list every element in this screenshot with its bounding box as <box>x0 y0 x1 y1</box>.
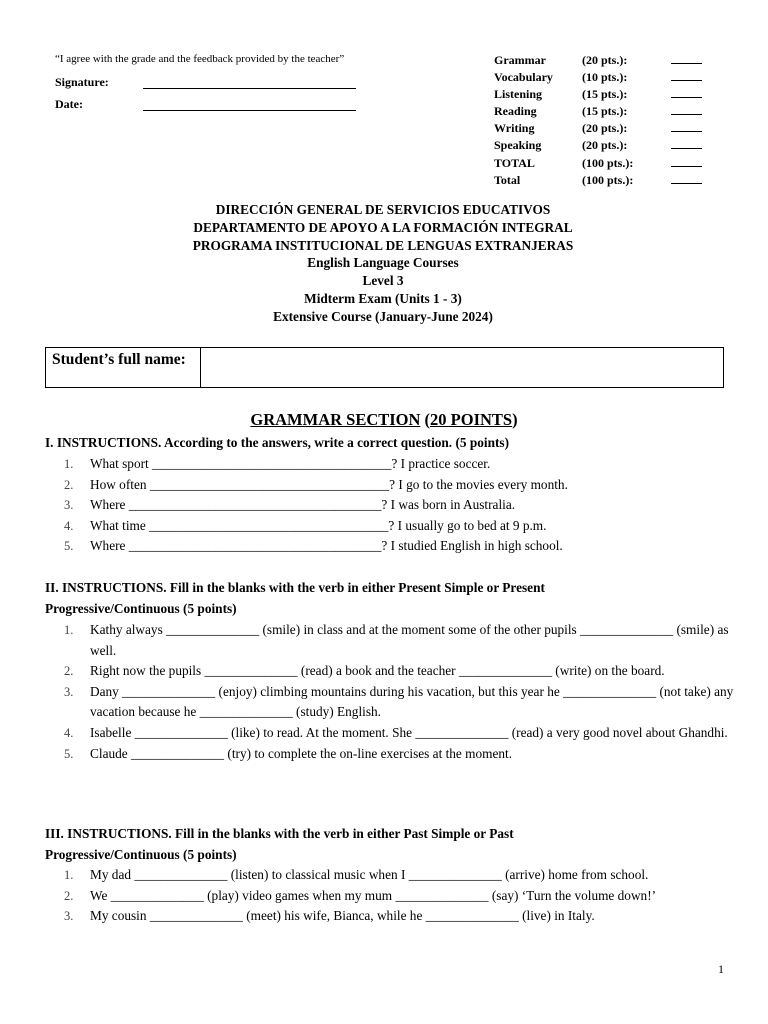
score-blank <box>671 148 702 149</box>
item-number: 1. <box>64 623 74 637</box>
score-blank <box>671 131 702 132</box>
score-blank <box>671 183 702 184</box>
header-line: DEPARTAMENTO DE APOYO A LA FORMACIÓN INTEGRAL <box>193 219 573 235</box>
date-line <box>143 110 356 111</box>
score-points: (15 pts.): <box>582 87 628 102</box>
list-item <box>45 495 735 516</box>
part2-instruction: II. INSTRUCTIONS. Fill in the blanks with the verb in either Present Simple or Present Progressive/Continuous (5 points) <box>45 580 545 616</box>
list-item <box>45 865 735 886</box>
list-item <box>45 475 735 496</box>
part3-list <box>45 865 735 927</box>
item-number: 2. <box>64 664 74 679</box>
list-item <box>45 723 735 744</box>
item-text: Dany ______________ (enjoy) climbing mountains during his vacation, but this year he ______________ (not take) any vacation because he ______________ (study) English. <box>90 683 734 720</box>
part1-list <box>45 454 735 557</box>
list-item <box>45 906 735 927</box>
student-name-field[interactable] <box>201 348 723 387</box>
signature-line <box>143 88 356 89</box>
score-name: Total <box>494 172 521 187</box>
list-item <box>45 744 735 765</box>
item-text: Kathy always ______________ (smile) in class and at the moment some of the other pupils ______________ (smile) as well. <box>90 622 729 658</box>
list-item <box>45 661 735 682</box>
header-line: Midterm Exam (Units 1 - 3) <box>304 290 462 306</box>
part1-instruction: I. INSTRUCTIONS. According to the answers, write a correct question. (5 points) <box>45 435 510 450</box>
header-line: English Language Courses <box>307 255 459 271</box>
student-name-box <box>45 347 724 388</box>
section-title-points: 20 POINTS <box>430 410 513 429</box>
item-number: 3. <box>64 909 74 924</box>
item-number: 1. <box>64 457 74 471</box>
item-number: 5. <box>64 746 74 761</box>
score-name: Grammar <box>494 53 546 67</box>
item-text: What sport ____________________________________? I practice soccer. <box>90 456 491 471</box>
score-points: (20 pts.): <box>582 121 628 136</box>
section-title-text: GRAMMAR SECTION <box>250 410 421 429</box>
item-number: 2. <box>64 888 74 903</box>
header-line: DIRECCIÓN GENERAL DE SERVICIOS EDUCATIVOS <box>215 202 551 217</box>
score-name: Writing <box>494 121 535 136</box>
item-text: Claude ______________ (try) to complete the on-line exercises at the moment. <box>90 745 513 761</box>
score-name: Listening <box>494 87 543 102</box>
item-text: What time ____________________________________? I usually go to bed at 9 p.m. <box>90 517 547 533</box>
item-text: Right now the pupils ______________ (read) a book and the teacher ______________ (write) on the board. <box>90 663 665 679</box>
score-name: Speaking <box>494 138 542 153</box>
list-item <box>45 454 735 475</box>
item-text: Where ______________________________________? I studied English in high school. <box>90 538 563 554</box>
grammar-section-title: GRAMMAR SECTION (20 POINTS) <box>250 410 518 429</box>
item-text: My cousin ______________ (meet) his wife, Bianca, while he ______________ (live) in Italy. <box>90 908 595 924</box>
part3-instruction: III. INSTRUCTIONS. Fill in the blanks with the verb in either Past Simple or Past Progressive/Continuous (5 points) <box>45 826 514 862</box>
score-blank <box>671 97 702 98</box>
page-number: 1 <box>718 962 724 976</box>
item-text: My dad ______________ (listen) to classical music when I ______________ (arrive) home from school. <box>90 867 649 882</box>
score-points: (10 pts.): <box>582 70 628 85</box>
list-item <box>45 536 735 557</box>
item-number: 4. <box>64 518 74 533</box>
date-label: Date: <box>55 97 83 111</box>
score-name: Reading <box>494 104 537 119</box>
item-text: We ______________ (play) video games when my mum ______________ (say) ‘Turn the volume down!’ <box>90 887 657 903</box>
agreement-quote: “I agree with the grade and the feedback provided by the teacher” <box>55 53 345 65</box>
item-number: 5. <box>64 539 74 554</box>
item-number: 4. <box>64 725 74 740</box>
item-text: How often ____________________________________? I go to the movies every month. <box>90 476 568 492</box>
item-number: 2. <box>64 477 74 492</box>
student-name-label: Student’s full name: <box>46 348 201 387</box>
score-name: Vocabulary <box>494 70 553 85</box>
list-item <box>45 620 735 661</box>
score-points: (15 pts.): <box>582 104 628 119</box>
score-blank <box>671 80 702 81</box>
score-points: (100 pts.): <box>582 155 634 170</box>
score-points: (20 pts.): <box>582 53 628 67</box>
signature-label: Signature: <box>55 75 109 89</box>
item-text: Isabelle ______________ (like) to read. At the moment. She ______________ (read) a very good novel about Ghandhi. <box>90 724 728 740</box>
item-number: 1. <box>64 868 74 882</box>
list-item <box>45 682 735 723</box>
header-line: Extensive Course (January-June 2024) <box>273 308 493 324</box>
header-line: Level 3 <box>362 273 404 289</box>
score-points: (20 pts.): <box>582 138 628 153</box>
item-number: 3. <box>64 684 74 699</box>
score-blank <box>671 63 702 64</box>
score-blank <box>671 114 702 115</box>
exam-header <box>0 201 768 326</box>
item-text: Where ______________________________________? I was born in Australia. <box>90 497 516 513</box>
part2-list <box>45 620 735 764</box>
list-item <box>45 886 735 907</box>
score-points: (100 pts.): <box>582 172 634 187</box>
score-name: TOTAL <box>494 155 535 170</box>
header-line: PROGRAMA INSTITUCIONAL DE LENGUAS EXTRANJERAS <box>192 237 574 253</box>
list-item <box>45 516 735 537</box>
score-blank <box>671 166 702 167</box>
item-number: 3. <box>64 498 74 513</box>
